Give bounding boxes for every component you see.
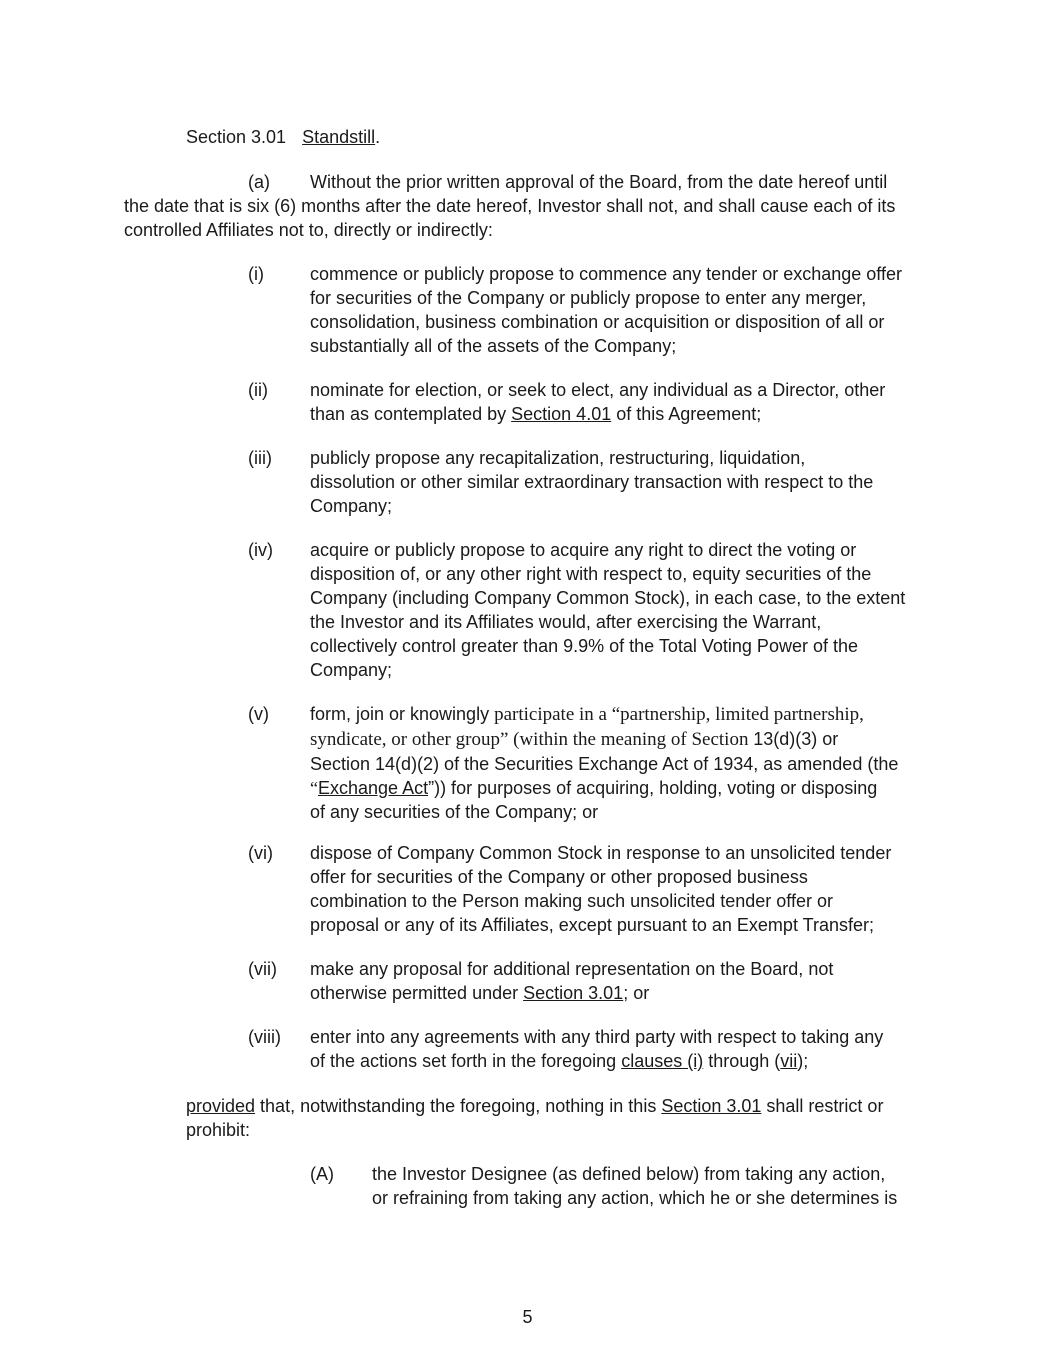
section-3-01-link: Section 3.01 (661, 1096, 762, 1116)
clause-line: substantially all of the assets of the Company; (310, 336, 677, 356)
para-a-line: controlled Affiliates not to, directly or indirectly: (124, 220, 493, 240)
clause-label: (viii) (248, 1027, 281, 1047)
clause-line: Company; (310, 496, 393, 516)
clause-line: collectively control greater than 9.9% of the Total Voting Power of the (310, 636, 858, 656)
clause-line: than as contemplated by Section 4.01 of this Agreement; (310, 404, 762, 424)
clause-line: Company (including Company Common Stock), in each case, to the extent (310, 588, 906, 608)
provided-term: provided (186, 1096, 256, 1116)
clause-line: or refraining from taking any action, which he or she determines is (372, 1188, 898, 1208)
clause-label: (A) (310, 1164, 334, 1184)
clause-line: the Investor and its Affiliates would, after exercising the Warrant, (310, 612, 822, 632)
section-4-01-link: Section 4.01 (511, 404, 612, 424)
clause-line: acquire or publicly propose to acquire any right to direct the voting or (310, 540, 857, 560)
clause-line: publicly propose any recapitalization, restructuring, liquidation, (310, 448, 806, 468)
clause-line: enter into any agreements with any third party with respect to taking any (310, 1027, 884, 1047)
clause-line: form, join or knowingly participate in a “partnership, limited partnership, (310, 704, 864, 725)
clause-line: disposition of, or any other right with respect to, equity securities of the (310, 564, 872, 584)
clause-line: the Investor Designee (as defined below) from taking any action, (372, 1164, 886, 1184)
clause-line: dispose of Company Common Stock in response to an unsolicited tender (310, 843, 892, 863)
para-a-line: Without the prior written approval of the Board, from the date hereof until (310, 172, 888, 192)
exchange-act-link: Exchange Act (318, 778, 429, 798)
clause-line: commence or publicly propose to commence any tender or exchange offer (310, 264, 902, 284)
section-3-01-link: Section 3.01 (523, 983, 624, 1003)
clause-line: dissolution or other similar extraordinary transaction with respect to the (310, 472, 874, 492)
clause-line: proposal or any of its Affiliates, except pursuant to an Exempt Transfer; (310, 915, 874, 935)
clause-label: (i) (248, 264, 264, 284)
clause-line: otherwise permitted under Section 3.01; or (310, 983, 650, 1003)
clause-label: (ii) (248, 380, 268, 400)
clause-line: consolidation, business combination or acquisition or disposition of all or (310, 312, 885, 332)
clause-line: for securities of the Company or publicly propose to enter any merger, (310, 288, 867, 308)
clause-line: nominate for election, or seek to elect, any individual as a Director, other (310, 380, 886, 400)
clause-line: Company; (310, 660, 393, 680)
clause-line: make any proposal for additional representation on the Board, not (310, 959, 834, 979)
proviso-line: prohibit: (186, 1120, 251, 1140)
clause-line: combination to the Person making such unsolicited tender offer or (310, 891, 833, 911)
clauses-i-link: clauses (i) (621, 1051, 704, 1071)
clause-line: offer for securities of the Company or other proposed business (310, 867, 808, 887)
clause-line: of any securities of the Company; or (310, 802, 599, 822)
para-a-line: the date that is six (6) months after the date hereof, Investor shall not, and shall cause each of its (124, 196, 896, 216)
clause-label: (vi) (248, 843, 273, 863)
page-number: 5 (522, 1307, 533, 1327)
section-heading: Section 3.01 Standstill. (186, 127, 381, 147)
section-title: Standstill (302, 127, 376, 147)
clause-line: syndicate, or other group” (within the meaning of Section 13(d)(3) or (310, 729, 839, 750)
clause-label: (vii) (248, 959, 277, 979)
para-a-label: (a) (248, 172, 270, 192)
clause-line: of the actions set forth in the foregoing clauses (i) through (vii); (310, 1051, 809, 1071)
clause-line: Section 14(d)(2) of the Securities Exchange Act of 1934, as amended (the (310, 754, 899, 774)
clause-vii-link: vii (780, 1051, 798, 1071)
clause-label: (v) (248, 704, 269, 724)
clause-line: “Exchange Act”)) for purposes of acquiring, holding, voting or disposing (310, 778, 878, 798)
section-number: Section 3.01 (186, 127, 287, 147)
proviso-line: provided that, notwithstanding the foregoing, nothing in this Section 3.01 shall restrict or (186, 1096, 884, 1116)
clause-label: (iii) (248, 448, 272, 468)
clause-label: (iv) (248, 540, 273, 560)
